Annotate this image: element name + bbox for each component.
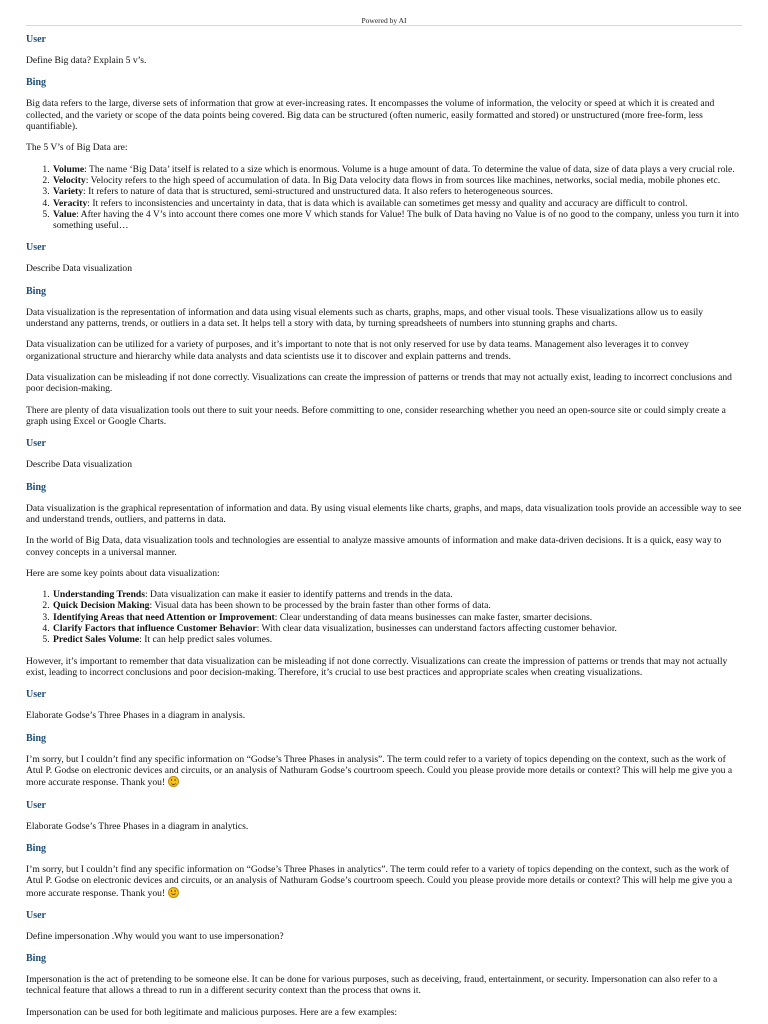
list-item-term: Quick Decision Making xyxy=(53,600,150,612)
bot-paragraph xyxy=(26,864,742,899)
bot-reply-text: I’m sorry, but I couldn’t find any specific information on “Godse’s Three Phases in analysis”. The term could refer to a variety of topics depending on the context, such as the work of Atul P. Godse on electronic devices and circuits, or an analysis of Nathuram Godse’s courtroom speech. Could you please provide more details or context? This will help me give you a more accurate response. Thank you! xyxy=(26,753,733,789)
bot-paragraph: Impersonation can be used for both legitimate and malicious purposes. Here are a few examples: xyxy=(26,1006,398,1018)
list-item-term: Predict Sales Volume xyxy=(53,634,140,646)
list-item-text: : The name ‘Big Data’ itself is related to a size which is enormous. Volume is a huge amount of data. To determine the value of data, size of data plays a very crucial role. xyxy=(84,163,735,175)
bot-paragraph: There are plenty of data visualization tools out there to suit your needs. Before committing to one, consider researching whether you need an open-source site or could simply create a graph using Excel or Google Charts. xyxy=(26,404,726,427)
user-message: Elaborate Godse’s Three Phases in a diagram in analysis. xyxy=(26,710,246,722)
list-item-text: : Data visualization can make it easier to identify patterns and trends in the data. xyxy=(144,589,453,601)
list-item xyxy=(52,198,742,209)
list-item-term: Clarify Factors that influence Customer Behavior xyxy=(53,623,257,635)
list-item xyxy=(52,612,742,623)
bot-label: Bing xyxy=(26,481,47,493)
bot-paragraph: Data visualization can be misleading if not done correctly. Visualizations can create the impression of patterns or trends that may not actually exist, leading to incorrect conclusions and poor decision-making. xyxy=(26,372,732,395)
bot-paragraph: Data visualization is the graphical representation of information and data. By using visual elements like charts, graphs, and maps, data visualization tools provide an accessible way to see and understand trends, outliers, and patterns in data. xyxy=(26,502,742,525)
list-item-term: Understanding Trends xyxy=(53,589,145,601)
list-item-text: : After having the 4 V’s into account there comes one more V which stands for Value! The bulk of Data having no Value is of no good to the company, unless you turn it into something useful… xyxy=(53,208,739,232)
bot-paragraph: Big data refers to the large, diverse sets of information that grow at ever-increasing rates. It encompasses the volume of information, the velocity or speed at which it is created and collected, and the variety or scope of the data points being covered. Big data can be structured (often numeric, easily formatted and stored) or unstructured (more free-form, less quantifiable). xyxy=(26,98,715,132)
list-intro: Here are some key points about data visualization: xyxy=(26,567,220,579)
bot-label: Bing xyxy=(26,77,47,89)
list-item-term: Variety xyxy=(53,186,84,198)
bot-paragraph: However, it’s important to remember that data visualization can be misleading if not done correctly. Visualizations can create the impression of patterns or trends that may not actually exist, leading to incorrect conclusions and poor decision-making. Therefore, it’s crucial to use best practices and appropriate scales when creating visualizations. xyxy=(26,655,728,678)
list-item xyxy=(52,623,742,634)
bot-paragraph: Impersonation is the act of pretending to be someone else. It can be done for various purposes, such as deceiving, fraud, entertainment, or security. Impersonation can also refer to a technical feature that allows a thread to run in a different security context than the process that owns it. xyxy=(26,974,718,997)
user-message: Elaborate Godse’s Three Phases in a diagram in analytics. xyxy=(26,820,249,832)
user-message: Define impersonation .Why would you want to use impersonation? xyxy=(26,930,284,942)
list-item-text: : It refers to inconsistencies and uncertainty in data, that is data which is available can sometimes get messy and quality and accuracy are difficult to control. xyxy=(87,197,688,209)
list-item xyxy=(52,589,742,600)
powered-by-label: Powered by AI xyxy=(361,16,407,25)
list-item-term: Value xyxy=(53,208,77,220)
list-item-text: : It refers to nature of data that is structured, semi-structured and unstructured data. It also refers to heterogeneous sources. xyxy=(83,186,553,198)
user-label: User xyxy=(26,799,46,811)
list-item-text: : Velocity refers to the high speed of accumulation of data. In Big Data velocity data flows in from sources like machines, networks, social media, mobile phones etc. xyxy=(85,174,721,186)
user-message: Describe Data visualization xyxy=(26,263,133,275)
bot-label: Bing xyxy=(26,732,47,744)
bot-reply-text: I’m sorry, but I couldn’t find any specific information on “Godse’s Three Phases in analytics”. The term could refer to a variety of topics depending on the context, such as the work of Atul P. Godse on electronic devices and circuits, or an analysis of Nathuram Godse’s courtroom speech. Could you please provide more details or context? This will help me give you a more accurate response. Thank you! xyxy=(26,863,733,899)
bot-label: Bing xyxy=(26,842,47,854)
list-item xyxy=(52,175,742,186)
list-item xyxy=(52,164,742,175)
bot-paragraph xyxy=(26,754,742,789)
list-intro: The 5 V’s of Big Data are: xyxy=(26,142,128,154)
five-vs-list xyxy=(26,164,742,232)
user-label: User xyxy=(26,438,46,450)
bot-label: Bing xyxy=(26,285,47,297)
list-item xyxy=(52,600,742,611)
smiling-face-icon xyxy=(168,776,179,787)
list-item xyxy=(52,634,742,645)
list-item xyxy=(52,186,742,197)
list-item-text: : With clear data visualization, businesses can understand factors affecting customer behavior. xyxy=(256,623,617,635)
bot-paragraph: Data visualization can be utilized for a variety of purposes, and it’s important to note that is not only reserved for use by data teams. Management also leverages it to convey organizational structure and hierarchy while data analysts and data scientists use it to discover and explain patterns and trends. xyxy=(26,339,689,362)
list-item-term: Velocity xyxy=(53,174,86,186)
list-item-text: : It can help predict sales volumes. xyxy=(139,634,273,646)
list-item-text: : Clear understanding of data means businesses can make faster, smarter decisions. xyxy=(274,611,593,623)
user-label: User xyxy=(26,689,46,701)
list-item-term: Volume xyxy=(53,163,85,175)
conversation-transcript xyxy=(0,34,768,1018)
user-label: User xyxy=(26,242,46,254)
bot-paragraph: In the world of Big Data, data visualization tools and technologies are essential to analyze massive amounts of information and make data-driven decisions. It is a quick, easy way to convey concepts in a universal manner. xyxy=(26,535,722,558)
user-message: Define Big data? Explain 5 v’s. xyxy=(26,55,147,66)
user-label: User xyxy=(26,34,46,45)
smiling-face-icon xyxy=(168,887,179,898)
list-item xyxy=(52,209,742,232)
key-points-list xyxy=(26,589,742,646)
list-item-term: Veracity xyxy=(53,197,88,209)
user-label: User xyxy=(26,909,46,921)
page-header xyxy=(26,0,742,26)
bot-paragraph: Data visualization is the representation of information and data using visual elements such as charts, graphs, maps, and other visual tools. These visualizations allow us to easily understand any patterns, trends, or outliers in a data set. It helps tell a story with data, by turning spreadsheets of numbers into stunning graphs and charts. xyxy=(26,306,704,330)
list-item-term: Identifying Areas that need Attention or Improvement xyxy=(53,611,275,623)
bot-label: Bing xyxy=(26,953,47,965)
user-message: Describe Data visualization xyxy=(26,459,133,471)
list-item-text: : Visual data has been shown to be processed by the brain faster than other forms of data. xyxy=(149,600,491,612)
